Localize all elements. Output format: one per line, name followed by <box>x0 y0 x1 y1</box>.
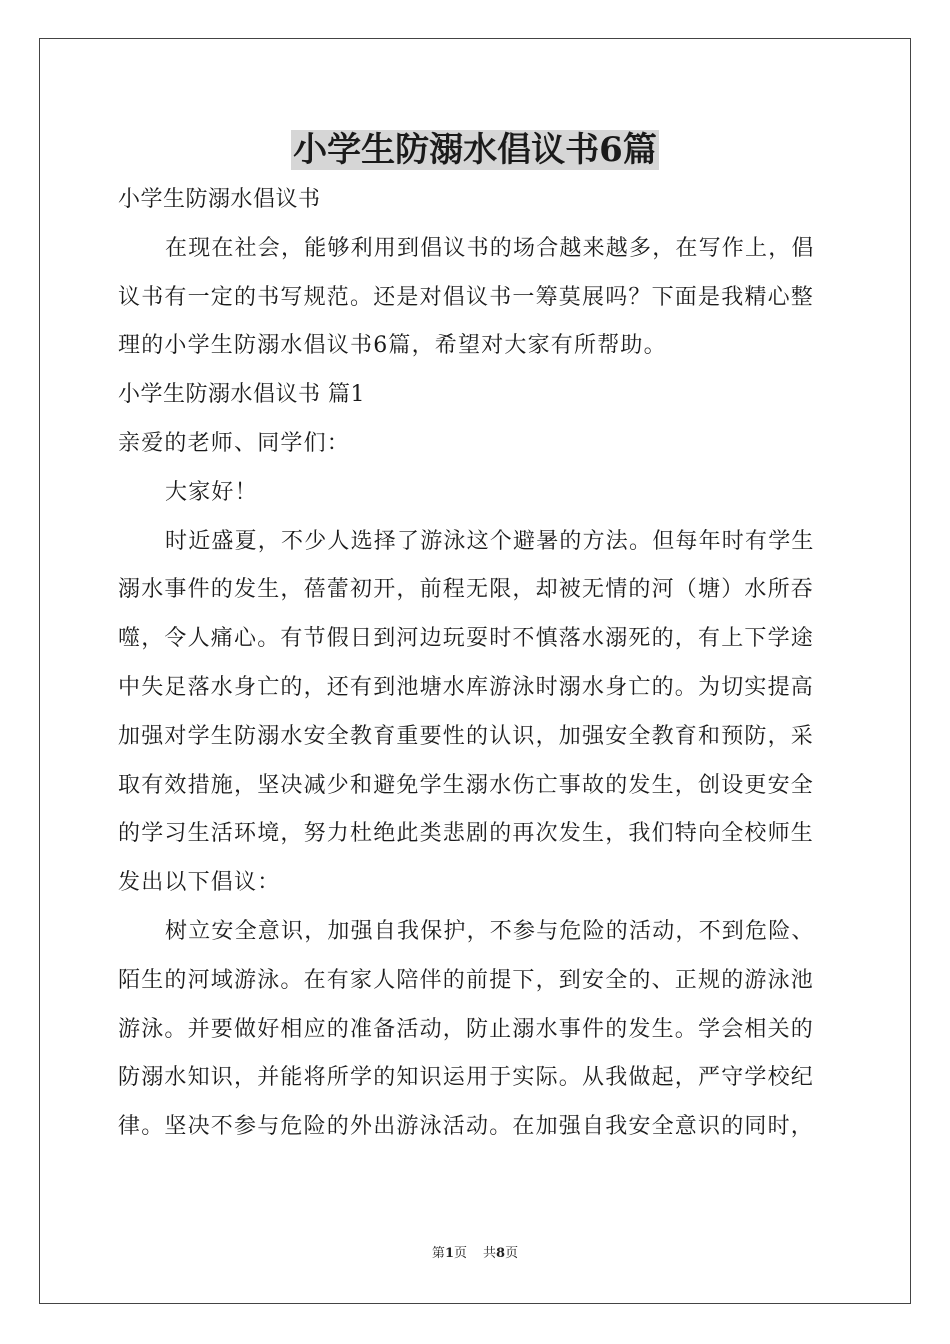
total-prefix: 共 <box>483 1246 497 1261</box>
text-line: 噬，令人痛心。有节假日到河边玩耍时不慎落水溺死的，有上下学途 <box>118 626 815 652</box>
text-line: 溺水事件的发生，蓓蕾初开，前程无限，却被无情的河（塘）水所吞 <box>118 577 815 603</box>
page-footer <box>0 1244 950 1264</box>
page-prefix: 第 <box>431 1246 445 1261</box>
text-line: 在现在社会，能够利用到倡议书的场合越来越多，在写作上，倡 <box>165 235 815 261</box>
text-line: 的学习生活环境，努力杜绝此类悲剧的再次发生，我们特向全校师生 <box>118 821 815 847</box>
page-unit: 页 <box>453 1246 467 1261</box>
text-line: 理的小学生防溺水倡议书6篇，希望对大家有所帮助。 <box>118 333 667 359</box>
total-unit: 页 <box>505 1246 519 1261</box>
text-line: 树立安全意识，加强自我保护，不参与危险的活动，不到危险、 <box>165 918 815 944</box>
text-line: 加强对学生防溺水安全教育重要性的认识，加强安全教育和预防，采 <box>118 723 815 749</box>
text-line: 陌生的河域游泳。在有家人陪伴的前提下，到安全的、正规的游泳池 <box>118 967 815 993</box>
text-line: 防溺水知识，并能将所学的知识运用于实际。从我做起，严守学校纪 <box>118 1065 815 1091</box>
text-line: 中失足落水身亡的，还有到池塘水库游泳时溺水身亡的。为切实提高 <box>118 674 815 700</box>
text-line: 取有效措施，坚决减少和避免学生溺水伤亡事故的发生，创设更安全 <box>118 772 815 798</box>
section-heading: 小学生防溺水倡议书 篇1 <box>118 382 365 408</box>
text-line: 发出以下倡议： <box>118 870 281 896</box>
page-total: 8 <box>496 1246 506 1261</box>
text-line: 游泳。并要做好相应的准备活动，防止溺水事件的发生。学会相关的 <box>118 1016 815 1042</box>
page-current: 1 <box>444 1246 454 1261</box>
text-line: 时近盛夏，不少人选择了游泳这个避暑的方法。但每年时有学生 <box>165 528 815 554</box>
section-heading: 小学生防溺水倡议书 <box>118 187 321 212</box>
text-line: 亲爱的老师、同学们： <box>118 430 351 456</box>
document-body <box>118 176 834 1152</box>
text-line: 律。坚决不参与危险的外出游泳活动。在加强自我安全意识的同时， <box>118 1114 815 1140</box>
document-title: 小学生防溺水倡议书6篇 <box>293 130 657 170</box>
text-line: 议书有一定的书写规范。还是对倡议书一筹莫展吗？下面是我精心整 <box>118 284 815 310</box>
text-line: 大家好！ <box>165 479 258 505</box>
